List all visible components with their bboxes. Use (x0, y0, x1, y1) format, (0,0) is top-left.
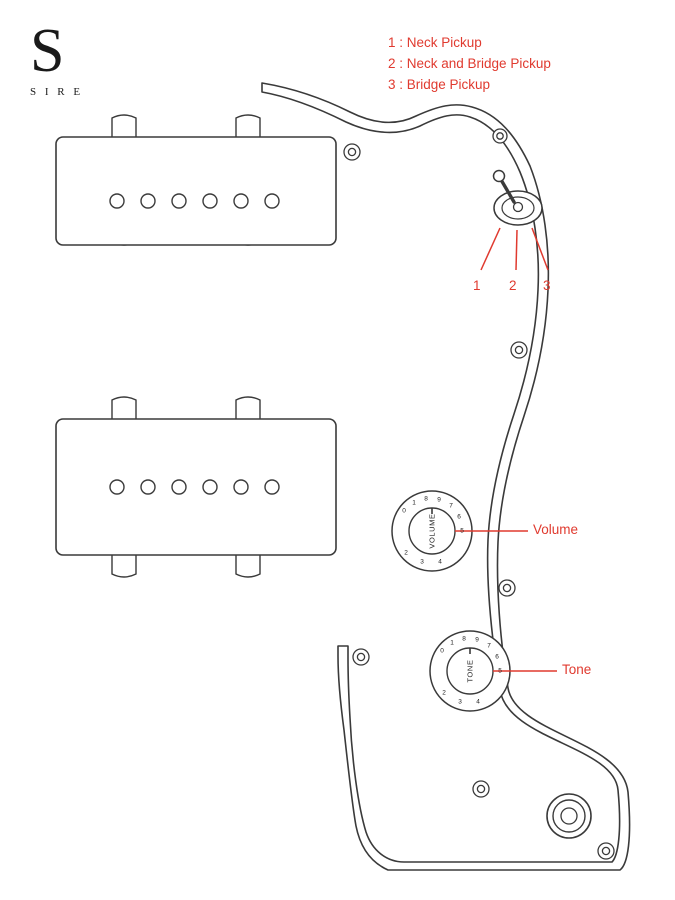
volume-num-1: 1 (412, 499, 416, 507)
volume-num-4: 4 (438, 558, 442, 566)
tone-num-4: 4 (476, 698, 480, 706)
switch-position-2: 2 (509, 278, 517, 293)
switch-position-3: 3 (543, 278, 551, 293)
tone-num-8: 8 (462, 635, 466, 643)
volume-num-0: 0 (402, 507, 406, 515)
tone-num-0: 0 (440, 647, 444, 655)
switch-position-1: 1 (473, 278, 481, 293)
bridge-pickup (56, 397, 336, 577)
tone-num-5: 5 (498, 667, 502, 675)
tone-num-1: 1 (450, 639, 454, 647)
volume-num-5: 5 (460, 527, 464, 535)
volume-num-3: 3 (420, 558, 424, 566)
volume-knob-label: VOLUME (427, 513, 437, 549)
tone-num-3: 3 (458, 698, 462, 706)
output-jack (547, 794, 591, 838)
sire-logo-mark: S (30, 17, 65, 85)
legend-item-2: 2 : Neck and Bridge Pickup (388, 56, 551, 71)
neck-pickup (56, 115, 336, 245)
tone-num-6: 6 (495, 653, 499, 661)
volume-num-8: 8 (424, 495, 428, 503)
tone-num-2: 2 (442, 689, 446, 697)
volume-num-9: 9 (437, 496, 441, 504)
volume-num-7: 7 (449, 502, 453, 510)
volume-callout-label: Volume (533, 522, 579, 537)
volume-num-6: 6 (457, 513, 461, 521)
tone-knob-label: TONE (465, 659, 475, 683)
legend-item-1: 1 : Neck Pickup (388, 35, 482, 50)
tone-num-9: 9 (475, 636, 479, 644)
tone-num-7: 7 (487, 642, 491, 650)
volume-num-2: 2 (404, 549, 408, 557)
sire-wordmark: S I R E (30, 86, 84, 98)
tone-callout-label: Tone (562, 662, 592, 677)
mounting-screws (344, 129, 614, 859)
legend-item-3: 3 : Bridge Pickup (388, 77, 491, 92)
